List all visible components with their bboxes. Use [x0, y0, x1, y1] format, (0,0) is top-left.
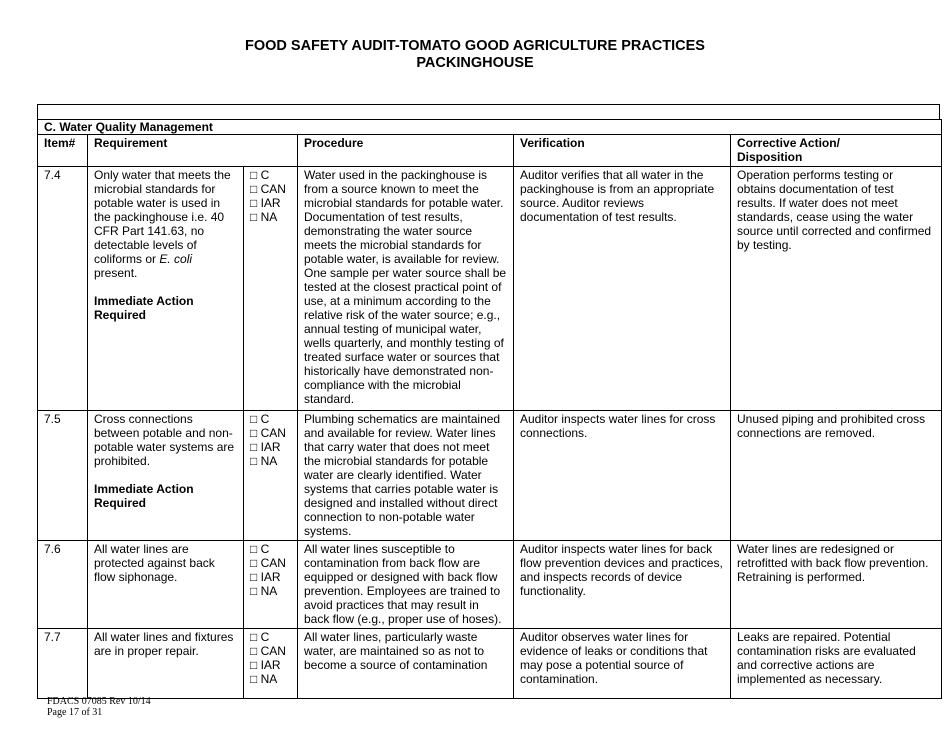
checkbox-na[interactable]: □ NA	[250, 210, 278, 224]
table-row	[38, 629, 942, 699]
immediate-action-label: Immediate Action Required	[94, 482, 194, 510]
verification-cell: Auditor observes water lines for evidence of leaks or conditions that may pose a potential source of contamination.	[514, 629, 731, 699]
checkbox-iar[interactable]: □ IAR	[250, 570, 281, 584]
checkbox-c[interactable]: □ C	[250, 542, 270, 556]
audit-table	[37, 119, 942, 699]
checkbox-c[interactable]: □ C	[250, 412, 270, 426]
requirement-italic: E. coli	[159, 252, 193, 266]
checkbox-c[interactable]: □ C	[250, 630, 270, 644]
immediate-action-label: Immediate Action Required	[94, 294, 194, 322]
procedure-cell: All water lines susceptible to contamination from back flow are equipped or designed with back flow prevention. Employees are trained to avoid practices that may result in back flow (e.g., proper use of hoses).	[298, 541, 514, 629]
requirement-cell	[88, 541, 244, 629]
rating-checkboxes	[244, 411, 298, 541]
requirement-cell	[88, 411, 244, 541]
verification-cell: Auditor inspects water lines for back flow prevention devices and practices, and inspects records of device functionality.	[514, 541, 731, 629]
corrective-cell: Leaks are repaired. Potential contamination risks are evaluated and corrective actions are implemented as necessary.	[731, 629, 942, 699]
col-header-corrective-line1: Corrective Action/	[737, 136, 840, 150]
checkbox-can[interactable]: □ CAN	[250, 182, 286, 196]
checkbox-can[interactable]: □ CAN	[250, 556, 286, 570]
document-title-line2: PACKINGHOUSE	[416, 55, 534, 71]
table-row	[38, 541, 942, 629]
document-title-line1: FOOD SAFETY AUDIT-TOMATO GOOD AGRICULTURE PRACTICES	[245, 38, 705, 54]
checkbox-na[interactable]: □ NA	[250, 584, 278, 598]
procedure-cell: Water used in the packinghouse is from a source known to meet the microbial standards for potable water. Documentation of test results, demonstrating the water source meets the microbial standards for potable water, is available for review. One sample per water source shall be tested at the closest practical point of use, at a minimum according to the relative risk of the water source; e.g., annual testing of municipal water, wells quarterly, and monthly testing of treated surface water or sources that historically have demonstrated non-compliance with the microbial standard.	[298, 167, 514, 411]
corrective-cell: Water lines are redesigned or retrofitted with back flow prevention. Retraining is performed.	[731, 541, 942, 629]
verification-cell: Auditor inspects water lines for cross connections.	[514, 411, 731, 541]
procedure-cell: Plumbing schematics are maintained and available for review. Water lines that carry water that does not meet the microbial standards for potable water are clearly identified. Water systems that carries potable water is designed and installed without direct connection to non-potable water systems.	[298, 411, 514, 541]
requirement-text: Cross connections between potable and non-potable water systems are prohibited.	[94, 412, 235, 468]
checkbox-iar[interactable]: □ IAR	[250, 440, 281, 454]
corrective-cell: Unused piping and prohibited cross connections are removed.	[731, 411, 942, 541]
procedure-cell: All water lines, particularly waste water, are maintained so as not to become a source of contamination	[298, 629, 514, 699]
item-number: 7.7	[38, 629, 88, 699]
corrective-cell: Operation performs testing or obtains documentation of test results. If water does not meet standards, cease using the water source until corrected and confirmed by testing.	[731, 167, 942, 411]
checkbox-can[interactable]: □ CAN	[250, 426, 286, 440]
page-number: Page 17 of 31	[47, 707, 103, 718]
col-header-procedure: Procedure	[298, 135, 514, 167]
requirement-text-end: present.	[94, 266, 138, 280]
rating-checkboxes	[244, 629, 298, 699]
section-title: C. Water Quality Management	[38, 120, 942, 135]
checkbox-iar[interactable]: □ IAR	[250, 658, 281, 672]
checkbox-na[interactable]: □ NA	[250, 454, 278, 468]
col-header-requirement: Requirement	[88, 135, 298, 167]
checkbox-can[interactable]: □ CAN	[250, 644, 286, 658]
table-row	[38, 411, 942, 541]
empty-header-box	[37, 104, 940, 119]
item-number: 7.6	[38, 541, 88, 629]
requirement-cell	[88, 167, 244, 411]
checkbox-c[interactable]: □ C	[250, 168, 270, 182]
col-header-verification: Verification	[514, 135, 731, 167]
table-row	[38, 167, 942, 411]
requirement-text: All water lines are protected against back flow siphonage.	[94, 542, 215, 584]
col-header-corrective	[731, 135, 942, 167]
rating-checkboxes	[244, 541, 298, 629]
item-number: 7.5	[38, 411, 88, 541]
checkbox-na[interactable]: □ NA	[250, 672, 278, 686]
requirement-text: Only water that meets the microbial standards for potable water is used in the packinghouse i.e. 40 CFR Part 141.63, no detectable levels of coliforms or	[94, 168, 231, 266]
form-id: FDACS 07085 Rev 10/14	[47, 696, 151, 707]
page-footer	[47, 696, 151, 718]
rating-checkboxes	[244, 167, 298, 411]
item-number: 7.4	[38, 167, 88, 411]
col-header-item: Item#	[38, 135, 88, 167]
verification-cell: Auditor verifies that all water in the packinghouse is from an appropriate source. Auditor reviews documentation of test results.	[514, 167, 731, 411]
requirement-cell	[88, 629, 244, 699]
checkbox-iar[interactable]: □ IAR	[250, 196, 281, 210]
requirement-text: All water lines and fixtures are in proper repair.	[94, 630, 234, 658]
col-header-corrective-line2: Disposition	[737, 150, 803, 164]
